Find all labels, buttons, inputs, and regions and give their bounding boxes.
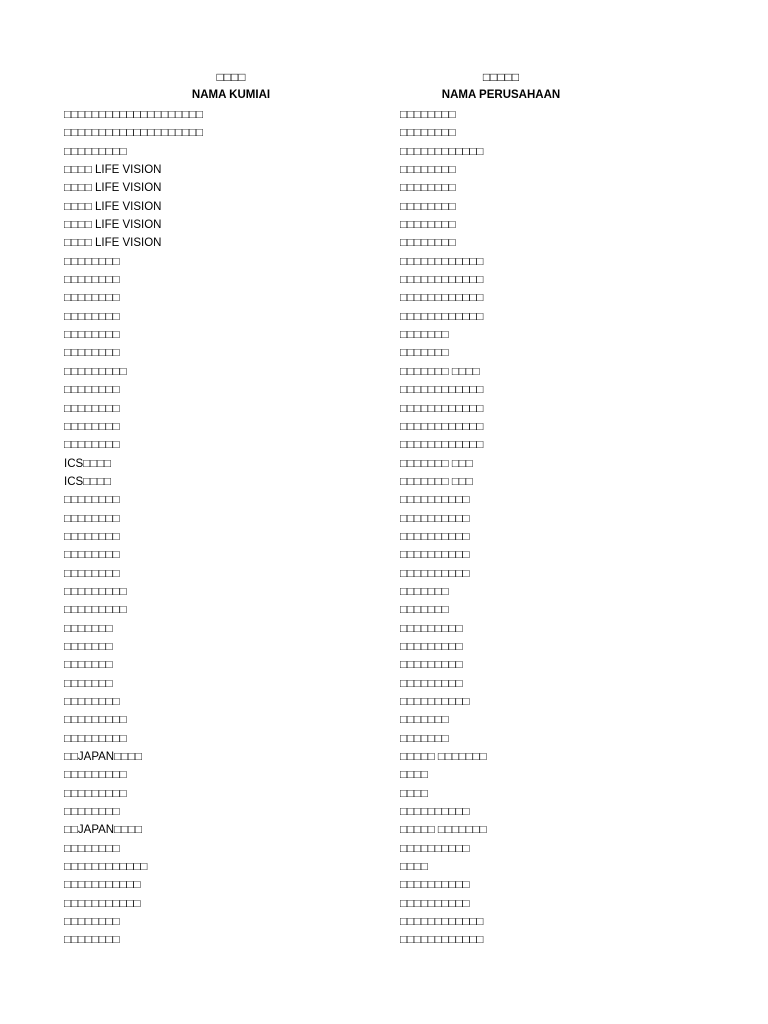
- perusahaan-name-row: □□□□□□□ □□□□: [400, 365, 480, 378]
- perusahaan-name-row: □□□□□□□□□□□□: [400, 402, 484, 415]
- perusahaan-name-row: □□□□□□□ □□□: [400, 475, 473, 488]
- perusahaan-name-row: □□□□□□□□□□: [400, 842, 470, 855]
- perusahaan-name-row: □□□□□□□: [400, 329, 449, 342]
- perusahaan-name-row: □□□□□□□□□□: [400, 806, 470, 819]
- kumiai-name-row: □□□□□□□: [64, 640, 113, 653]
- perusahaan-name-row: □□□□□□□□: [400, 237, 456, 250]
- perusahaan-header-en: NAMA PERUSAHAAN: [441, 89, 561, 101]
- perusahaan-name-row: □□□□□□□: [400, 347, 449, 360]
- kumiai-name-row: □□□□□□□□□: [64, 714, 127, 727]
- kumiai-name-row: □□□□ LIFE VISION: [64, 219, 162, 232]
- perusahaan-list: [400, 106, 730, 950]
- perusahaan-name-row: □□□□: [400, 861, 428, 874]
- perusahaan-name-row: □□□□□□□: [400, 714, 449, 727]
- kumiai-name-row: □□□□□□□□: [64, 806, 120, 819]
- perusahaan-name-row: □□□□□□□□□□□□: [400, 934, 484, 947]
- kumiai-name-row: □□□□□□□□: [64, 567, 120, 580]
- kumiai-name-row: □□□□□□□: [64, 659, 113, 672]
- kumiai-name-row: □□□□□□□□: [64, 696, 120, 708]
- kumiai-name-row: □□□□□□□□: [64, 439, 120, 452]
- perusahaan-name-row: □□□□□□□: [400, 604, 449, 617]
- perusahaan-name-row: □□□□□□□□□: [400, 622, 463, 635]
- kumiai-name-row: ICS□□□□: [64, 457, 111, 470]
- perusahaan-name-row: □□□□□□□□: [400, 109, 456, 121]
- perusahaan-name-row: □□□□□□□□□□: [400, 696, 470, 708]
- perusahaan-name-row: □□□□□□□: [400, 585, 449, 598]
- perusahaan-name-row: □□□□□□□□: [400, 164, 456, 177]
- perusahaan-name-row: □□□□□□□□: [400, 200, 456, 213]
- kumiai-name-row: □□□□□□□□: [64, 310, 120, 323]
- perusahaan-name-row: □□□□□□□ □□□: [400, 457, 473, 470]
- kumiai-name-row: □□□□□□□□: [64, 384, 120, 397]
- kumiai-name-row: □□□□□□□□□: [64, 365, 127, 378]
- perusahaan-name-row: □□□□□□□□□: [400, 640, 463, 653]
- kumiai-name-row: □□□□□□□□: [64, 402, 120, 415]
- kumiai-name-row: □□□□□□□□: [64, 549, 120, 562]
- perusahaan-name-row: □□□□□ □□□□□□□: [400, 751, 487, 764]
- kumiai-name-row: □□□□□□□□: [64, 842, 120, 855]
- perusahaan-name-row: □□□□□□□□□□□□: [400, 292, 484, 305]
- perusahaan-name-row: □□□□□□□□□□□□: [400, 420, 484, 433]
- kumiai-header-jp: □□□□: [216, 70, 246, 84]
- perusahaan-name-row: □□□□□□□□□□□□: [400, 916, 484, 929]
- perusahaan-name-row: □□□□□□□□□□: [400, 530, 470, 543]
- kumiai-name-row: □□□□□□□□□: [64, 585, 127, 598]
- perusahaan-name-row: □□□□□□□□□: [400, 659, 463, 672]
- perusahaan-name-row: □□□□□□□□□□□□: [400, 439, 484, 452]
- kumiai-name-row: □□□□ LIFE VISION: [64, 182, 162, 195]
- perusahaan-name-row: □□□□□□□□: [400, 219, 456, 232]
- perusahaan-name-row: □□□□□□□□: [400, 127, 456, 140]
- kumiai-name-row: □□□□□□□□: [64, 255, 120, 268]
- kumiai-list: [64, 106, 364, 950]
- perusahaan-name-row: □□□□□□□□□□: [400, 879, 470, 892]
- kumiai-name-row: □□□□□□□□□: [64, 732, 127, 745]
- kumiai-name-row: □□□□□□□□: [64, 329, 120, 342]
- perusahaan-name-row: □□□□□□□□□□□□: [400, 310, 484, 323]
- kumiai-name-row: □□□□ LIFE VISION: [64, 164, 162, 177]
- kumiai-name-row: ICS□□□□: [64, 475, 111, 488]
- perusahaan-name-row: □□□□□□□□: [400, 182, 456, 195]
- perusahaan-name-row: □□□□□□□: [400, 732, 449, 745]
- kumiai-name-row: □□□□□□□□: [64, 274, 120, 287]
- kumiai-header-en: NAMA KUMIAI: [191, 89, 271, 101]
- kumiai-name-row: □□□□□□□□□□□□□□□□□□□□: [64, 127, 203, 140]
- perusahaan-name-row: □□□□□□□□□: [400, 677, 463, 690]
- kumiai-name-row: □□□□□□□□: [64, 420, 120, 433]
- kumiai-name-row: □□□□ LIFE VISION: [64, 237, 162, 250]
- kumiai-name-row: □□□□□□□□□: [64, 769, 127, 782]
- kumiai-name-row: □□□□□□□□: [64, 512, 120, 525]
- kumiai-name-row: □□□□□□□□□□□: [64, 879, 141, 892]
- kumiai-name-row: □□□□□□□□: [64, 494, 120, 507]
- perusahaan-name-row: □□□□□□□□□□: [400, 512, 470, 525]
- kumiai-name-row: □□□□□□□: [64, 622, 113, 635]
- kumiai-name-row: □□JAPAN□□□□: [64, 824, 142, 837]
- perusahaan-name-row: □□□□□□□□□□□□: [400, 145, 484, 158]
- perusahaan-header-jp: □□□□□: [482, 70, 520, 84]
- perusahaan-name-row: □□□□□□□□□□□□: [400, 255, 484, 268]
- kumiai-name-row: □□□□□□□□□: [64, 787, 127, 800]
- kumiai-name-row: □□□□□□□□□□□□□□□□□□□□: [64, 109, 203, 121]
- kumiai-name-row: □□□□□□□□: [64, 934, 120, 947]
- kumiai-name-row: □□□□□□□□□□□□: [64, 861, 148, 874]
- kumiai-name-row: □□□□□□□□: [64, 530, 120, 543]
- kumiai-name-row: □□□□ LIFE VISION: [64, 200, 162, 213]
- perusahaan-name-row: □□□□: [400, 769, 428, 782]
- kumiai-name-row: □□□□□□□□: [64, 347, 120, 360]
- kumiai-name-row: □□□□□□□□□□□: [64, 897, 141, 910]
- kumiai-name-row: □□□□□□□□: [64, 916, 120, 929]
- perusahaan-name-row: □□□□□□□□□□□□: [400, 274, 484, 287]
- perusahaan-name-row: □□□□□□□□□□: [400, 897, 470, 910]
- kumiai-name-row: □□□□□□□: [64, 677, 113, 690]
- perusahaan-name-row: □□□□□□□□□□: [400, 549, 470, 562]
- kumiai-name-row: □□□□□□□□□: [64, 604, 127, 617]
- perusahaan-name-row: □□□□□□□□□□□□: [400, 384, 484, 397]
- perusahaan-name-row: □□□□□ □□□□□□□: [400, 824, 487, 837]
- perusahaan-name-row: □□□□: [400, 787, 428, 800]
- kumiai-name-row: □□JAPAN□□□□: [64, 751, 142, 764]
- kumiai-name-row: □□□□□□□□: [64, 292, 120, 305]
- kumiai-name-row: □□□□□□□□□: [64, 145, 127, 158]
- perusahaan-name-row: □□□□□□□□□□: [400, 567, 470, 580]
- perusahaan-name-row: □□□□□□□□□□: [400, 494, 470, 507]
